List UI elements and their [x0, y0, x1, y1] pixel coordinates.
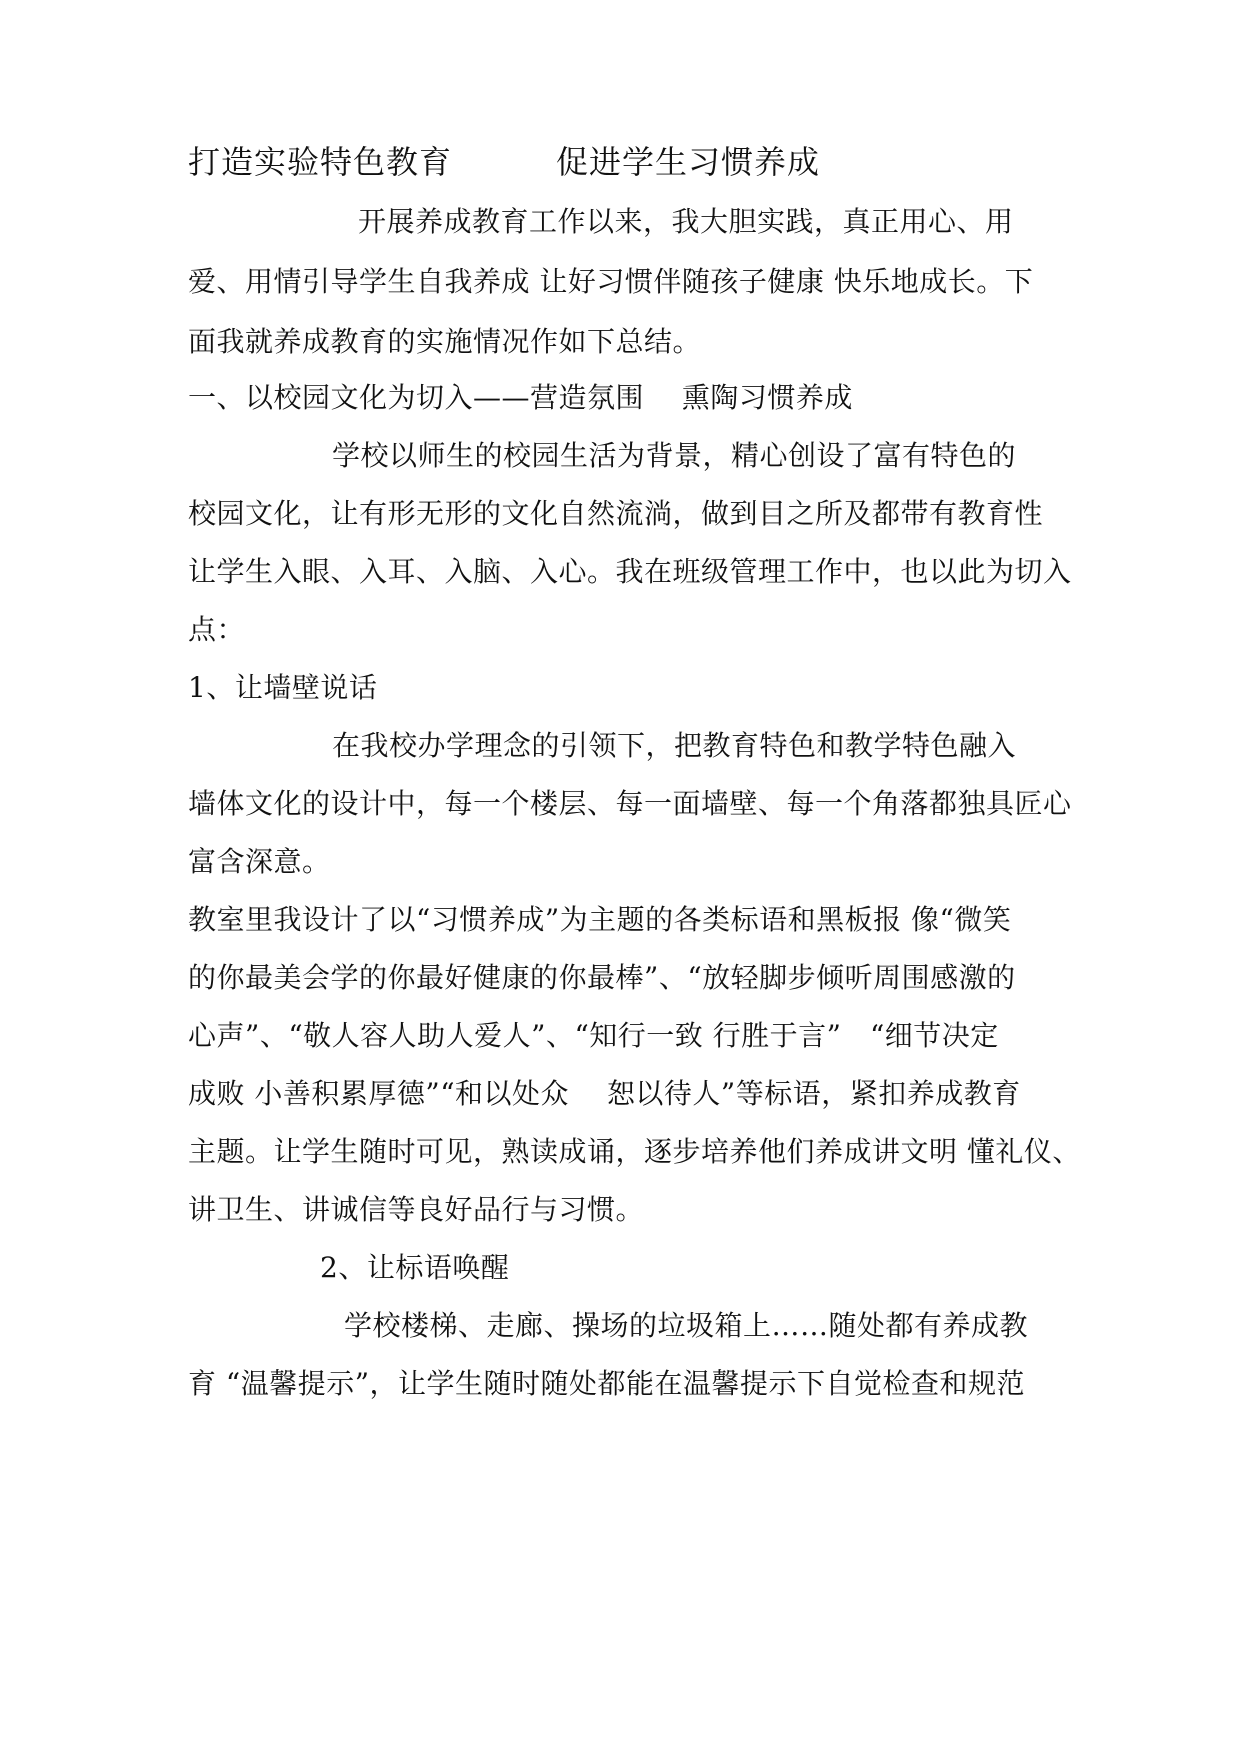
subsection-2-line-1: 学校楼梯、走廊、操场的垃圾箱上……随处都有养成教	[344, 1309, 1029, 1342]
title-part-2: 促进学生习惯养成	[556, 143, 821, 181]
classroom-line-1: 教室里我设计了以“习惯养成”为主题的各类标语和黑板报 像“微笑	[188, 903, 1012, 936]
intro-line-2: 爱、用情引导学生自我养成 让好习惯伴随孩子健康 快乐地成长。下	[188, 265, 1034, 298]
section-1-line-4: 点：	[188, 613, 246, 646]
intro-line-3: 面我就养成教育的实施情况作如下总结。	[188, 325, 702, 358]
subsection-1-line-3: 富含深意。	[188, 845, 331, 878]
subsection-2-heading: 2、让标语唤醒	[320, 1251, 510, 1284]
classroom-line-2: 的你最美会学的你最好健康的你最棒”、“放轻脚步倾听周围感激的	[188, 961, 1016, 994]
intro-line-1: 开展养成教育工作以来，我大胆实践，真正用心、用	[358, 205, 1014, 238]
classroom-line-3: 心声”、“敬人容人助人爱人”、“知行一致 行胜于言” “细节决定	[188, 1019, 999, 1052]
title-part-1: 打造实验特色教育	[188, 143, 453, 181]
classroom-line-6: 讲卫生、讲诚信等良好品行与习惯。	[188, 1193, 645, 1226]
subsection-1-line-2: 墙体文化的设计中，每一个楼层、每一面墙壁、每一个角落都独具匠心	[188, 787, 1072, 820]
section-1-line-3: 让学生入眼、入耳、入脑、入心。我在班级管理工作中，也以此为切入	[188, 555, 1072, 588]
section-1-line-2: 校园文化，让有形无形的文化自然流淌，做到目之所及都带有教育性	[188, 497, 1044, 530]
section-1-heading: 一、以校园文化为切入——营造氛围 熏陶习惯养成	[188, 381, 853, 414]
subsection-1-line-1: 在我校办学理念的引领下，把教育特色和教学特色融入	[332, 729, 1017, 762]
subsection-2-line-2: 育 “温馨提示”，让学生随时随处都能在温馨提示下自觉检查和规范	[188, 1367, 1026, 1400]
section-1-line-1: 学校以师生的校园生活为背景，精心创设了富有特色的	[332, 439, 1017, 472]
classroom-line-5: 主题。让学生随时可见，熟读成诵，逐步培养他们养成讲文明 懂礼仪、	[188, 1135, 1081, 1168]
subsection-1-heading: 1、让墙壁说话	[188, 671, 378, 704]
page-title	[188, 142, 1068, 182]
classroom-line-4: 成败 小善积累厚德”“和以处众 恕以待人”等标语，紧扣养成教育	[188, 1077, 1021, 1110]
